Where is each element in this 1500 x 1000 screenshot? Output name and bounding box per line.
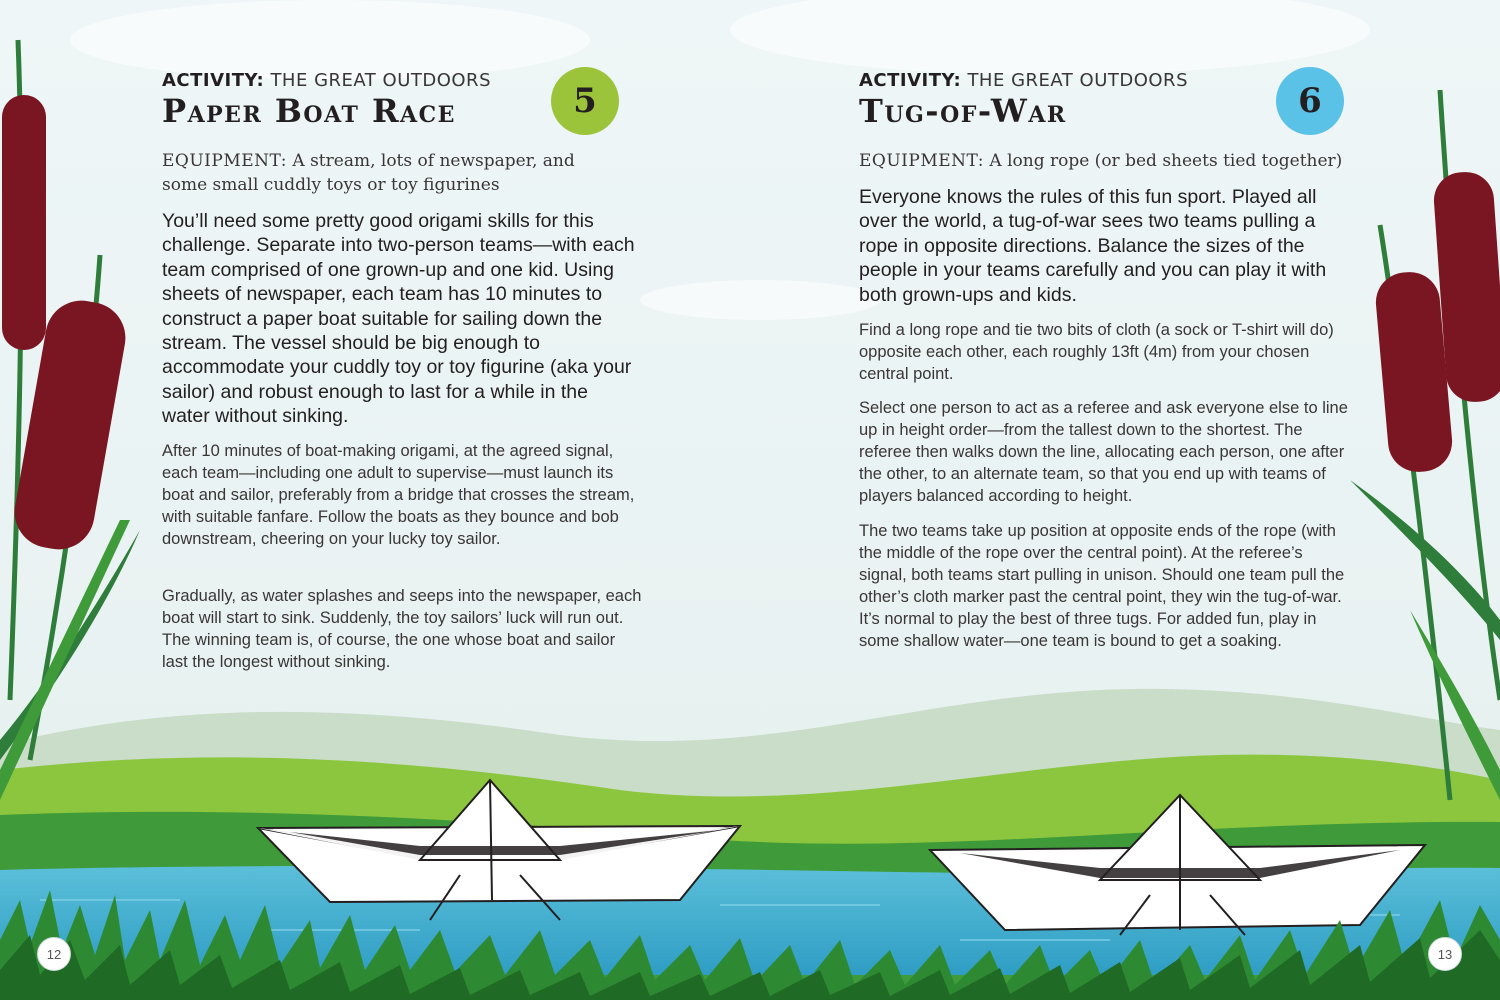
activity-kicker: [859, 70, 1188, 91]
intro-paragraph: You’ll need some pretty good origami skills for this challenge. Separate into two-person teams—with each team comprised of one grown-up and one kid. Using sheets of newspaper, each team has 10 minutes to construct a paper boat suitable for sailing down the stream. The vessel should be big enough to accommodate your cuddly toy or toy figurine (aka your sailor) and robust enough to last for a while in the water without sinking.: [162, 210, 635, 428]
activity-kicker: [162, 70, 491, 91]
page-number: 13: [1428, 937, 1462, 971]
body-paragraph: Find a long rope and tie two bits of cloth (a sock or T-shirt will do) opposite each other, each roughly 13ft (4m) from your chosen central point.: [859, 321, 1334, 383]
equipment-line: [859, 149, 1379, 173]
equipment-line: [162, 149, 582, 197]
page-number: 12: [37, 937, 71, 971]
equipment-label: EQUIPMENT:: [859, 151, 984, 171]
body-paragraph: Gradually, as water splashes and seeps into the newspaper, each boat will start to sink. Suddenly, the toy sailors’ luck will run out. The winning team is, of course, the one whose boat and sailor last the longest without sinking.: [162, 587, 642, 671]
kicker-label: ACTIVITY:: [859, 70, 962, 91]
right-page: [750, 0, 1500, 1000]
activity-number-badge: 5: [551, 67, 619, 135]
body-paragraph: After 10 minutes of boat-making origami, at the agreed signal, each team—including one adult to supervise—must launch its boat and sailor, preferably from a bridge that crosses the stream, with suitable fanfare. Follow the boats as they bounce and bob downstream, cheering on your lucky toy sailor.: [162, 442, 635, 548]
activity-title: Tug-of-War: [859, 92, 1067, 130]
equipment-text: A stream, lots of newspaper, and some small cuddly toys or toy figurines: [162, 151, 575, 195]
kicker-topic: THE GREAT OUTDOORS: [270, 70, 491, 91]
equipment-text: A long rope (or bed sheets tied together): [989, 151, 1343, 171]
activity-title: Paper Boat Race: [162, 92, 456, 130]
kicker-topic: THE GREAT OUTDOORS: [967, 70, 1188, 91]
body-paragraph: The two teams take up position at opposite ends of the rope (with the middle of the rope over the central point). At the referee’s signal, both teams start pulling in unison. Should one team pull the other’s cloth marker past the central point, they win the tug-of-war. It’s normal to play the best of three tugs. For added fun, play in some shallow water—one team is bound to get a soaking.: [859, 522, 1345, 650]
kicker-label: ACTIVITY:: [162, 70, 265, 91]
equipment-label: EQUIPMENT:: [162, 151, 287, 171]
intro-paragraph: Everyone knows the rules of this fun sport. Played all over the world, a tug-of-war sees two teams pulling a rope in opposite directions. Balance the sizes of the people in your teams carefully and you can play it with both grown-ups and kids.: [859, 186, 1327, 306]
activity-number-badge: 6: [1276, 67, 1344, 135]
body-paragraph: Select one person to act as a referee and ask everyone else to line up in height order—from the tallest down to the shortest. The referee then walks down the line, allocating each person, one after the other, to an alternate team, so that you end up with teams of players balanced according to height.: [859, 399, 1348, 505]
